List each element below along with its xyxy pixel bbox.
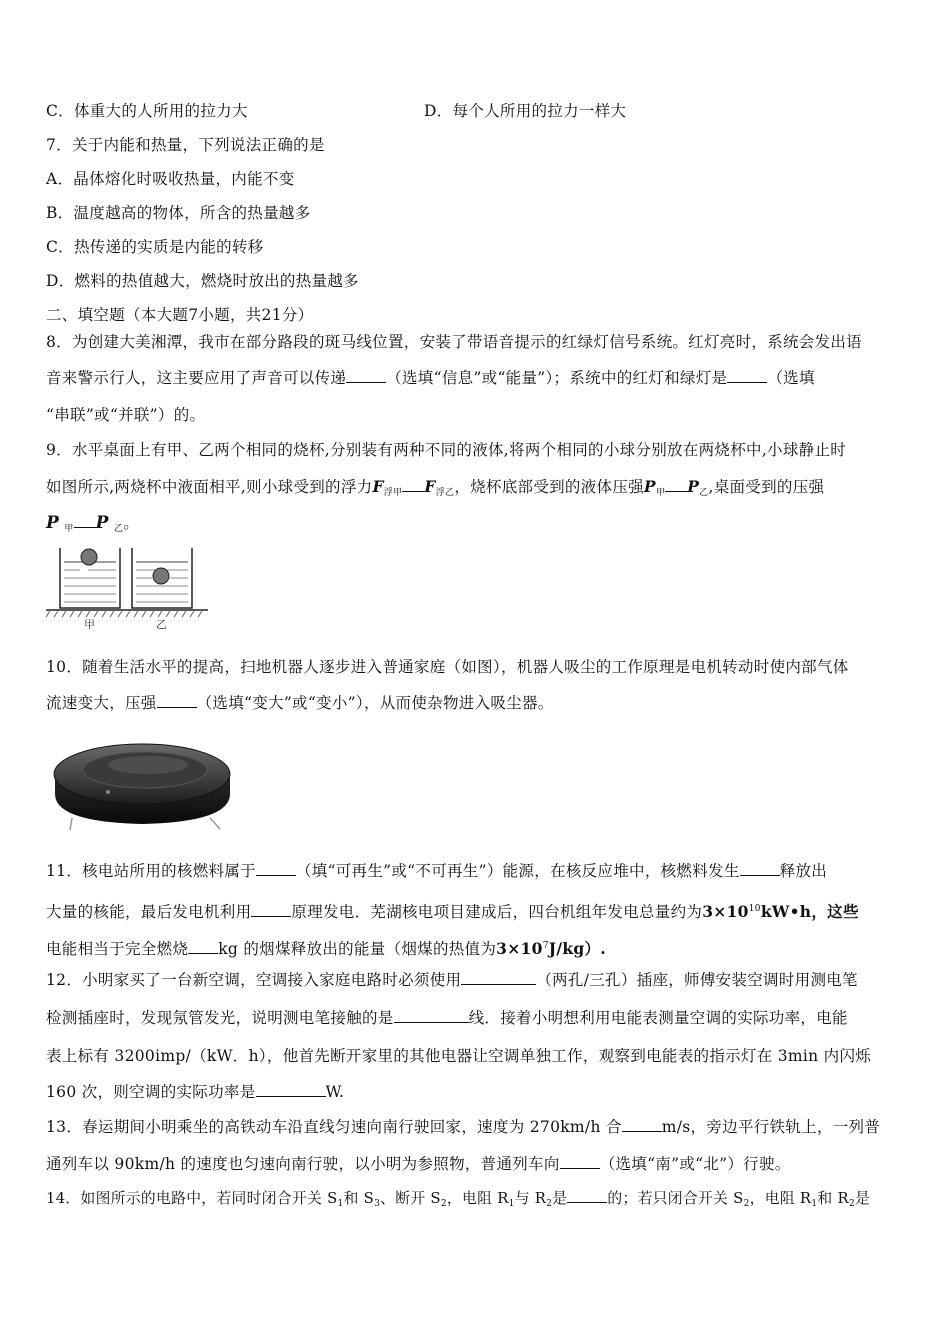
q11-blank-1[interactable] [256,861,296,876]
beaker-jia [60,548,120,608]
q12-line4: 160 次，则空调的实际功率是 W. [46,1083,345,1101]
q7-option-b: B．温度越高的物体，所含的热量越多 [46,204,311,222]
q11-line2: 大量的核能，最后发电机利用 原理发电．芜湖核电项目建成后，四台机组年发电总量约为$3\times 10^{10}kW•h$，这些 [46,902,859,921]
q10-blank-1[interactable] [157,693,197,708]
q9-line2: 如图所示,两烧杯中液面相平,则小球受到的浮力$F_{浮甲}$ $F_{浮乙}$，烧杯底部受到的液体压强$P_甲$ $P_乙$,桌面受到的压强 [46,477,825,498]
q8-line2: 音来警示行人，这主要应用了声音可以传递 （选填“信息”或“能量”）；系统中的红灯和绿灯是 （选填 [46,369,815,387]
q13-line2: 通列车以 90km/h 的速度也匀速向南行驶，以小明为参照物，普通列车向 （选填“南”或“北”）行驶。 [46,1155,791,1173]
beaker-yi [132,548,192,608]
ball-jia [81,549,97,565]
q11-line1: 11．核电站所用的核燃料属于 （填“可再生”或“不可再生”）能源，在核反应堆中，核燃料发生 释放出 [46,862,828,880]
q7-option-c: C．热传递的实质是内能的转移 [46,238,264,256]
q7-option-d: D．燃料的热值越大，燃烧时放出的热量越多 [46,272,359,290]
q12-line3: 表上标有 3200imp/（kW．h），他首先断开家里的其他电器让空调单独工作，观察到电能表的指示灯在 3min 内闪烁 [46,1047,872,1065]
q8-blank-1[interactable] [346,368,386,383]
q8-blank-2[interactable] [727,368,767,383]
label-yi: 乙 [156,618,167,630]
q7-stem: 7．关于内能和热量，下列说法正确的是 [46,136,325,154]
section-title: 二、填空题（本大题7小题，共21分） [46,306,314,324]
q9-line1: 9．水平桌面上有甲、乙两个相同的烧杯,分别装有两种不同的液体,将两个相同的小球分别放在两烧杯中,小球静止时 [46,441,847,459]
q13-blank-2[interactable] [560,1154,600,1169]
beakers-figure [44,540,214,630]
table-hatching [46,611,202,617]
q7-option-a: A．晶体熔化时吸收热量，内能不变 [46,170,295,188]
q6-option-c: C．体重大的人所用的拉力大 [46,102,248,120]
q9-blank-2[interactable] [665,477,687,492]
robot-vacuum-image [50,732,240,832]
q13-line1: 13．春运期间小明乘坐的高铁动车沿直线匀速向南行驶回家，速度为 270km/h 合 m/s，旁边平行铁轨上，一列普 [46,1118,881,1136]
q12-blank-1[interactable] [461,970,536,985]
q9-line3: P $_甲$ P $_乙$。 [46,513,140,534]
label-jia: 甲 [84,618,95,630]
q12-blank-2[interactable] [394,1008,469,1023]
q9-blank-3[interactable] [74,513,96,528]
q10-line1: 10．随着生活水平的提高，扫地机器人逐步进入普通家庭（如图），机器人吸尘的工作原理是电机转动时使内部气体 [46,658,849,676]
q14-blank-1[interactable] [567,1188,607,1203]
ball-yi [153,568,169,584]
q11-blank-3[interactable] [251,902,291,917]
q11-blank-2[interactable] [740,861,780,876]
q11-line3: 电能相当于完全燃烧 kg 的烟煤释放出的能量（烟煤的热值为$3\times 10^7J/kg$）. [46,939,607,958]
q9-blank-1[interactable] [402,477,424,492]
q8-line1: 8．为创建大美湘潭，我市在部分路段的斑马线位置，安装了带语音提示的红绿灯信号系统。红灯亮时，系统会发出语 [46,333,862,351]
q12-line1: 12．小明家买了一台新空调，空调接入家庭电路时必须使用 （两孔/三孔）插座，师傅安装空调时用测电笔 [46,971,858,989]
q12-blank-3[interactable] [256,1082,326,1097]
q14-line1: 14．如图所示的电路中，若同时闭合开关 $S_1$和 $S_3$、断开 $S_2$，电阻 $R_1$与 $R_2$是 的；若只闭合开关 $S_2$，电阻 $R_1$和 $R_2$是 [46,1190,871,1209]
q10-line2: 流速变大，压强 （选填“变大”或“变小”），从而使杂物进入吸尘器。 [46,694,554,712]
q11-blank-4[interactable] [188,939,218,954]
q8-line3: “串联”或“并联”）的。 [46,406,206,424]
q13-blank-1[interactable] [622,1117,662,1132]
q6-options [46,100,906,122]
q6-option-d: D．每个人所用的拉力一样大 [424,102,627,120]
q12-line2: 检测插座时，发现氖管发光，说明测电笔接触的是 线．接着小明想利用电能表测量空调的实际功率，电能 [46,1009,848,1027]
